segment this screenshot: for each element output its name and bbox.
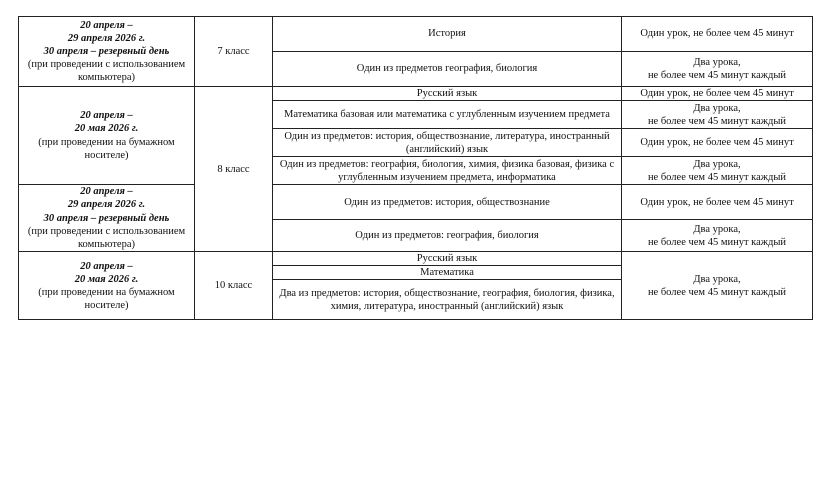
subject-cell: Один из предметов: история, обществознание — [273, 185, 622, 220]
grade-cell: 7 класс — [195, 17, 273, 87]
date-line: 30 апреля – резервный день — [43, 212, 170, 224]
table-row — [19, 17, 813, 52]
subject-cell: Один из предметов география, биология — [273, 52, 622, 87]
date-note: (при проведении с использованием компьютера) — [27, 59, 186, 84]
date-note: (при проведении на бумажном носителе) — [38, 286, 175, 311]
date-line: 30 апреля – резервный день — [43, 45, 170, 57]
date-cell-grade8-computer — [19, 185, 195, 252]
subject-cell: Один из предметов: география, биология — [273, 220, 622, 252]
date-cell-grade10 — [19, 252, 195, 320]
date-line: 29 апреля 2026 г. — [67, 199, 146, 211]
subject-cell: Один из предметов: история, обществознание, литература, иностранный (английский) язык — [273, 129, 622, 157]
date-cell-grade8-paper — [19, 87, 195, 185]
date-line: 20 апреля – — [80, 19, 133, 31]
date-note: (при проведении с использованием компьютера) — [27, 225, 186, 250]
table-row — [19, 185, 813, 220]
duration-cell — [622, 157, 813, 185]
date-note: (при проведении на бумажном носителе) — [38, 136, 175, 161]
date-cell-grade7 — [19, 17, 195, 87]
duration-cell — [622, 252, 813, 320]
duration-line: не более чем 45 минут каждый — [647, 236, 787, 248]
duration-cell: Один урок, не более чем 45 минут — [622, 87, 813, 101]
date-line: 20 мая 2026 г. — [74, 123, 139, 135]
duration-line: Два урока, — [693, 273, 741, 285]
duration-line: Два урока, — [693, 158, 741, 170]
subject-cell: История — [273, 17, 622, 52]
subject-cell: Два из предметов: история, обществознание, география, биология, физика, химия, литература, иностранный (английский) язык — [273, 280, 622, 320]
table-row — [19, 252, 813, 266]
duration-line: не более чем 45 минут каждый — [647, 286, 787, 298]
duration-line: Два урока, — [693, 223, 741, 235]
duration-cell: Один урок, не более чем 45 минут — [622, 129, 813, 157]
subject-cell: Один из предметов: география, биология, химия, физика базовая, физика с углубленным изучением предмета, информатика — [273, 157, 622, 185]
duration-cell: Один урок, не более чем 45 минут — [622, 17, 813, 52]
duration-cell: Один урок, не более чем 45 минут — [622, 185, 813, 220]
subject-cell: Русский язык — [273, 252, 622, 266]
date-line: 20 апреля – — [80, 110, 133, 122]
date-line: 29 апреля 2026 г. — [67, 32, 146, 44]
subject-cell: Математика базовая или математика с углубленным изучением предмета — [273, 101, 622, 129]
duration-cell — [622, 220, 813, 252]
duration-line: не более чем 45 минут каждый — [647, 70, 787, 81]
date-line: 20 мая 2026 г. — [74, 273, 139, 285]
table-row — [19, 87, 813, 101]
date-line: 20 апреля – — [80, 186, 133, 198]
subject-cell: Русский язык — [273, 87, 622, 101]
duration-line: Два урока, — [693, 56, 741, 68]
subject-cell: Математика — [273, 266, 622, 280]
grade-cell: 10 класс — [195, 252, 273, 320]
schedule-table — [18, 16, 813, 320]
duration-line: Два урока, — [693, 102, 741, 114]
duration-line: не более чем 45 минут каждый — [647, 171, 787, 183]
duration-line: не более чем 45 минут каждый — [647, 115, 787, 127]
duration-cell — [622, 52, 813, 87]
grade-cell: 8 класс — [195, 87, 273, 252]
duration-cell — [622, 101, 813, 129]
date-line: 20 апреля – — [80, 260, 133, 272]
